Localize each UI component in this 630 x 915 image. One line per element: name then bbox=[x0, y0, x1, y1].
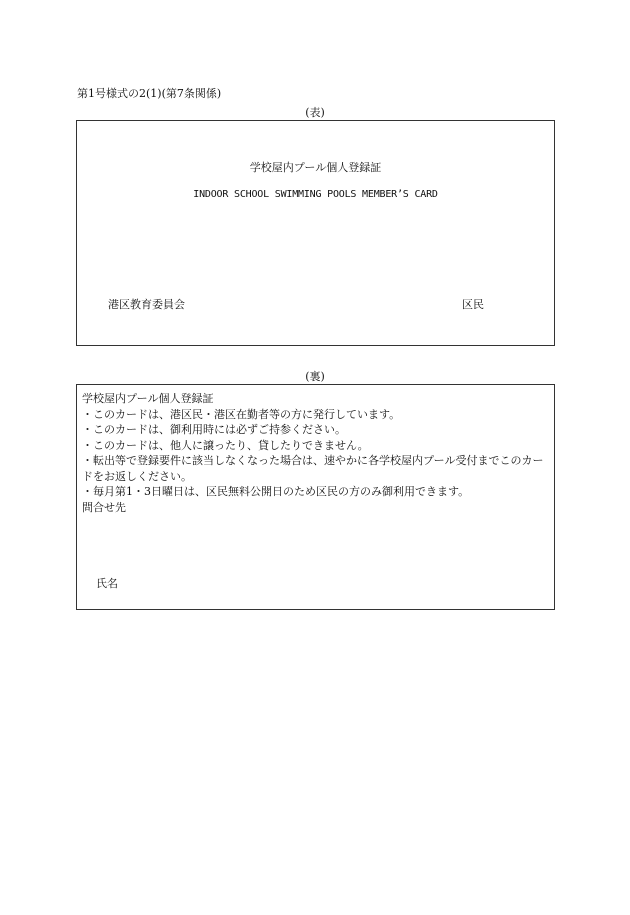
card-back-note: ・このカードは、他人に譲ったり、貸したりできません。 bbox=[82, 438, 369, 452]
front-side-label: (表) bbox=[305, 106, 325, 119]
card-front-resident-label: 区民 bbox=[462, 298, 484, 311]
card-back-contact-label: 問合せ先 bbox=[82, 500, 126, 514]
card-back-title: 学校屋内プール個人登録証 bbox=[82, 392, 214, 405]
card-front bbox=[76, 120, 555, 346]
card-back-note: ・このカードは、御利用時には必ずご持参ください。 bbox=[82, 423, 346, 436]
card-back-note: ・このカードは、港区民・港区在勤者等の方に発行しています。 bbox=[82, 407, 401, 421]
card-back bbox=[76, 384, 555, 610]
card-front-issuer: 港区教育委員会 bbox=[108, 298, 185, 311]
card-back-note: ・毎月第1・3日曜日は、区民無料公開日のため区民の方のみ御利用できます。 bbox=[82, 485, 470, 498]
card-back-note: ・転出等で登録要件に該当しなくなった場合は、速やかに各学校屋内プール受付までこのカードをお返しください。 bbox=[82, 454, 544, 483]
card-back-name-label: 氏名 bbox=[96, 577, 118, 590]
card-front-title: 学校屋内プール個人登録証 bbox=[249, 161, 382, 174]
back-side-label: (裏) bbox=[305, 370, 325, 383]
card-back-content bbox=[82, 391, 550, 515]
card-front-subtitle: INDOOR SCHOOL SWIMMING POOLS MEMBER’S CARD bbox=[193, 189, 438, 200]
form-reference: 第1号様式の2(1)(第7条関係) bbox=[77, 87, 222, 100]
